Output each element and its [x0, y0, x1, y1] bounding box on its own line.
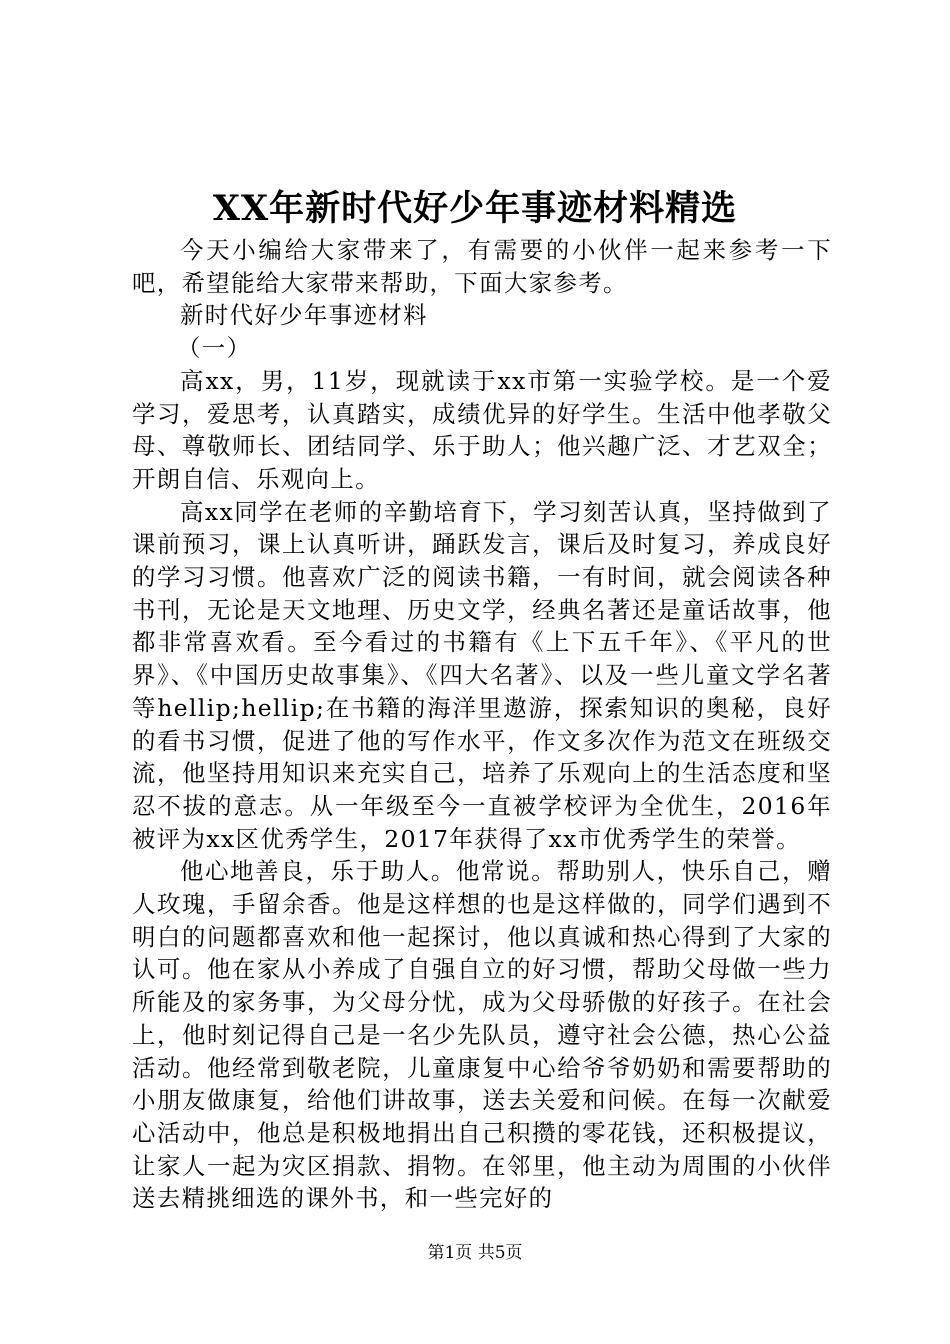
document-title: XX年新时代好少年事迹材料精选 [212, 188, 738, 229]
subsection-number: （一） [177, 334, 252, 363]
section-heading: 新时代好少年事迹材料 [180, 301, 428, 330]
intro-paragraph: 今天小编给大家带来了，有需要的小伙伴一起来参考一下吧，希望能给大家带来帮助，下面大家参考。 [132, 236, 832, 297]
body-paragraph: 他心地善良，乐于助人。他常说。帮助别人，快乐自己，赠人玫瑰，手留余香。他是这样想的也是这样做的，同学们遇到不明白的问题都喜欢和他一起探讨，他以真诚和热心得到了大家的认可。他在家从小养成了自强自立的好习惯，帮助父母做一些力所能及的家务事，为父母分忧，成为父母骄傲的好孩子。在社会上，他时刻记得自己是一名少先队员，遵守社会公德，热心公益活动。他经常到敬老院，儿童康复中心给爷爷奶奶和需要帮助的小朋友做康复，给他们讲故事，送去关爱和问候。在每一次献爱心活动中，他总是积极地捐出自己积攒的零花钱，还积极提议，让家人一起为灾区捐款、捐物。在邻里，他主动为周围的小伙伴送去精挑细选的课外书，和一些完好的 [132, 857, 832, 1213]
page-footer: 第1页 共5页 [427, 1243, 523, 1263]
document-body [132, 234, 832, 1215]
body-paragraph: 高xx同学在老师的辛勤培育下，学习刻苦认真，坚持做到了课前预习，课上认真听讲，踊跃发言，课后及时复习，养成良好的学习习惯。他喜欢广泛的阅读书籍，一有时间，就会阅读各种书刊，无论是天文地理、历史文学，经典名著还是童话故事，他都非常喜欢看。至今看过的书籍有《上下五千年》、《平凡的世界》、《中国历史故事集》、《四大名著》、以及一些儿童文学名著等hellip;hellip;在书籍的海洋里遨游，探索知识的奥秘，良好的看书习惯，促进了他的写作水平，作文多次作为范文在班级交流，他坚持用知识来充实自己，培养了乐观向上的生活态度和坚忍不拔的意志。从一年级至今一直被学校评为全优生，2016年被评为xx区优秀学生，2017年获得了xx市优秀学生的荣誉。 [132, 497, 832, 853]
body-paragraph: 高xx，男，11岁，现就读于xx市第一实验学校。是一个爱学习，爱思考，认真踏实，成绩优异的好学生。生活中他孝敬父母、尊敬师长、团结同学、乐于助人；他兴趣广泛、才艺双全；开朗自信、乐观向上。 [132, 366, 832, 493]
